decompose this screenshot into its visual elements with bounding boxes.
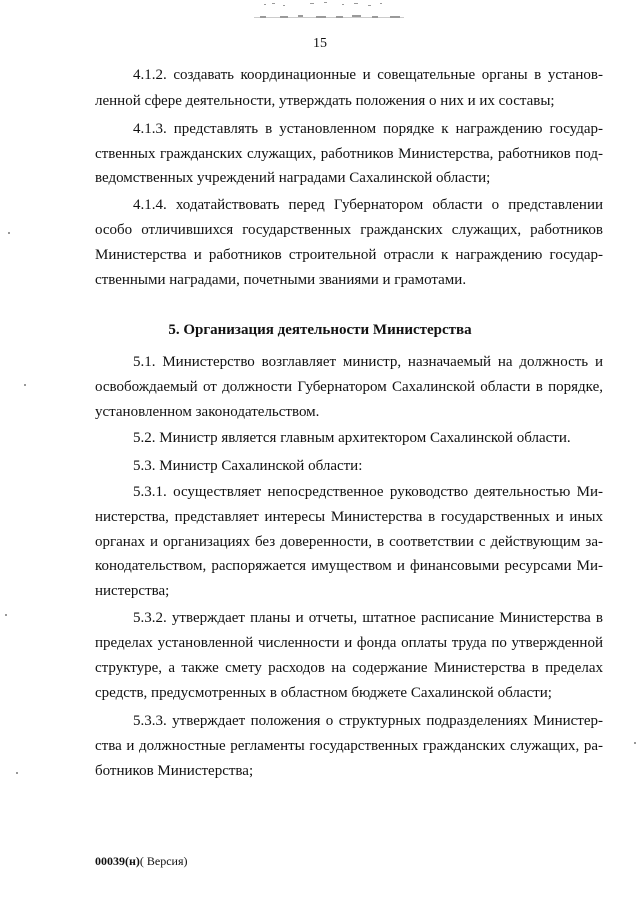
scan-speck: [5, 614, 7, 616]
paragraph-line: 5.3.1. осуществляет непосредственное руководство деятельностью Ми-: [133, 484, 603, 500]
paragraph-line: 5.3. Министр Сахалинской области:: [133, 458, 363, 474]
paragraph-line: нистерства;: [95, 583, 170, 599]
scan-speck: [8, 232, 10, 234]
paragraph-line: ботников Министерства;: [95, 763, 254, 779]
paragraph-line: 4.1.4. ходатайствовать перед Губернатором области о представлении: [133, 197, 603, 213]
paragraph-line: 4.1.2. создавать координационные и совещательные органы в установ-: [133, 67, 603, 83]
paragraph-line: средств, предусмотренных в областном бюджете Сахалинской области;: [95, 685, 552, 701]
paragraph-line: ведомственных учреждений наградами Сахалинской области;: [95, 170, 491, 186]
paragraph-line: 5.3.2. утверждает планы и отчеты, штатное расписание Министерства в: [133, 610, 603, 626]
paragraph-line: 5.3.3. утверждает положения о структурных подразделениях Министер-: [133, 713, 603, 729]
scan-speck: [634, 742, 636, 744]
paragraph-line: структуре, а также смету расходов на содержание Министерства в пределах: [95, 660, 603, 676]
paragraph-line: Министерства и работников строительной отрасли к награждению государ-: [95, 247, 603, 263]
paragraph-line: ственных гражданских служащих, работников Министерства, работников под-: [95, 146, 603, 162]
scan-speck: [16, 772, 18, 774]
scan-speck: [24, 384, 26, 386]
section-heading: 5. Организация деятельности Министерства: [168, 322, 472, 338]
paragraph-line: ственными наградами, почетными званиями и грамотами.: [95, 272, 467, 288]
paragraph-line: конодательством, распоряжается имуществом и финансовыми ресурсами Ми-: [95, 558, 603, 574]
footer-version: ( Версия): [139, 854, 188, 868]
paragraph-line: освобождаемый от должности Губернатором Сахалинской области в порядке,: [95, 379, 603, 395]
document-footer: [95, 854, 188, 869]
paragraph-line: ства и должностные регламенты государственных гражданских служащих, ра-: [95, 738, 603, 754]
scan-artifact: [250, 0, 410, 26]
footer-code: 00039(н): [95, 854, 140, 868]
paragraph-line: 4.1.3. представлять в установленном порядке к награждению государ-: [133, 121, 603, 137]
page-number: 15: [313, 36, 327, 51]
paragraph-line: 5.1. Министерство возглавляет министр, назначаемый на должность и: [133, 354, 603, 370]
paragraph-line: ленной сфере деятельности, утверждать положения о них и их составы;: [95, 93, 555, 109]
paragraph-line: нистерства, представляет интересы Министерства в государственных и иных: [95, 509, 603, 525]
paragraph-line: установленном законодательством.: [95, 404, 320, 420]
paragraph-line: 5.2. Министр является главным архитектором Сахалинской области.: [133, 430, 571, 446]
paragraph-line: особо отличившихся государственных гражданских служащих, работников: [95, 222, 603, 238]
paragraph-line: пределах установленной численности и фонда оплаты труда по утвержденной: [95, 635, 603, 651]
paragraph-line: органах и организациях без доверенности, в соответствии с действующим за-: [95, 534, 603, 550]
